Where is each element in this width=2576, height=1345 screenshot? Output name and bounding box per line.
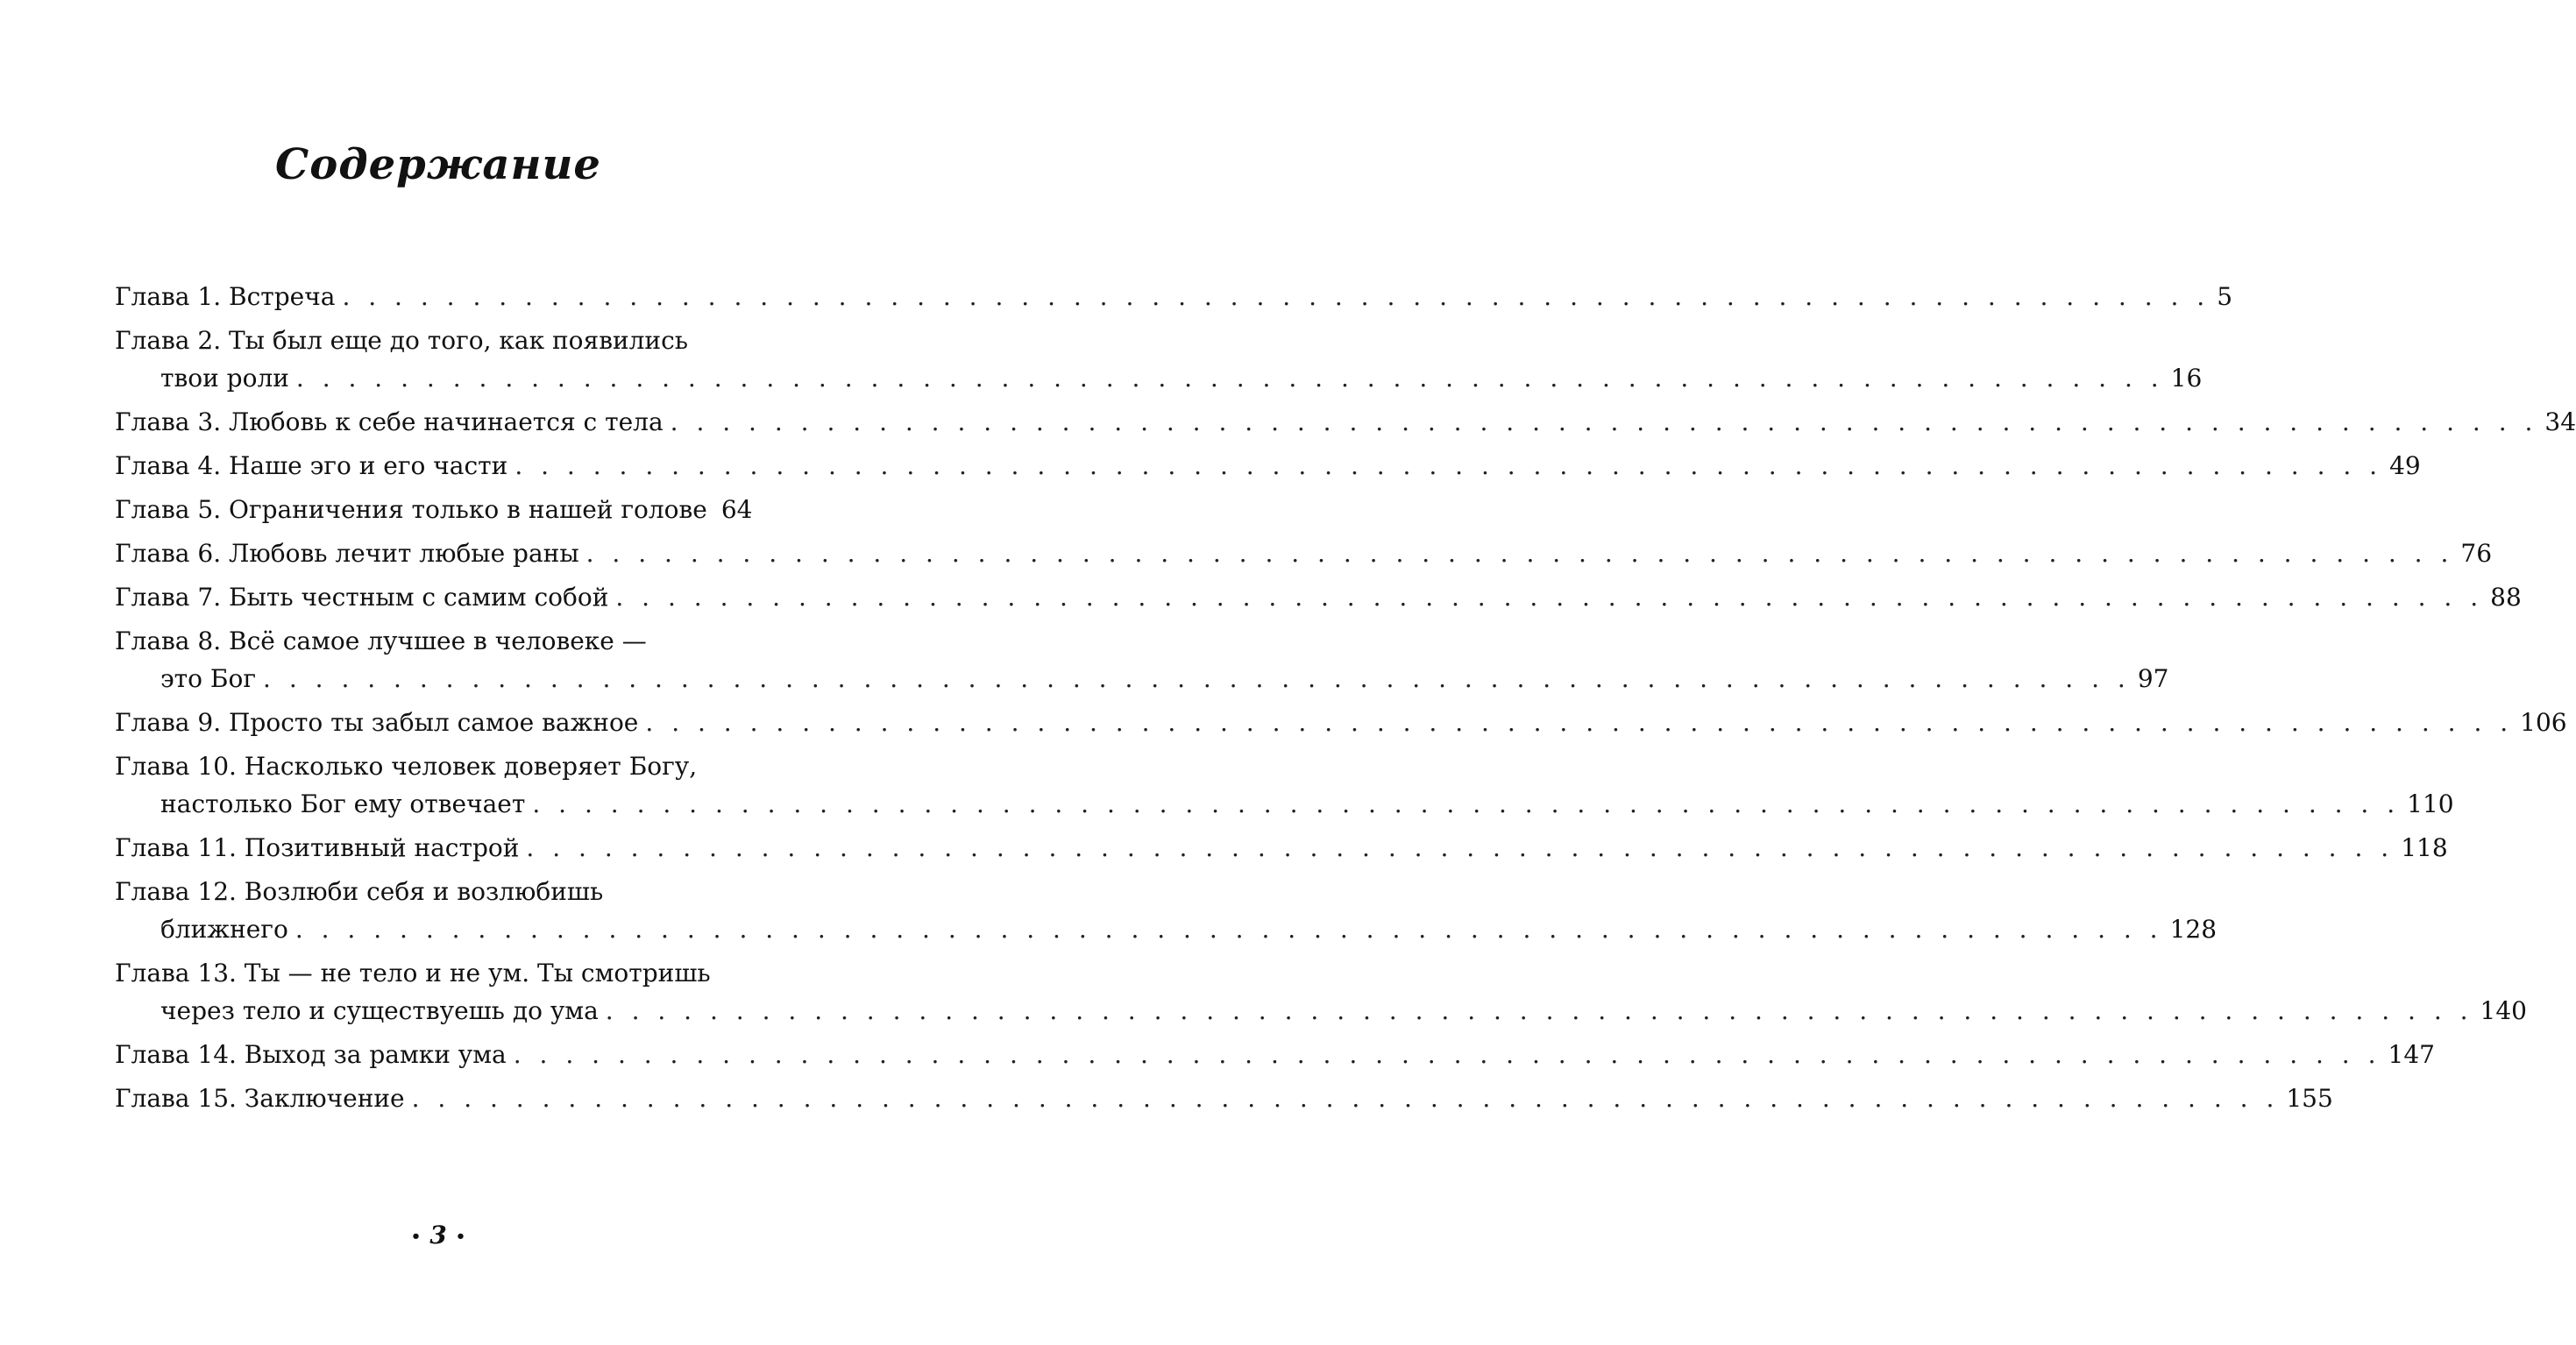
table-of-contents [115,278,2576,1123]
dot-leader: . . . . . . . . . . . . . . . . . . . . . . . . . . . . . . . . . . . . . . . . . . . . . . . . . . . . . . . . . . . . . . . . . . . . . . . . [263,664,2131,693]
toc-entry-title: Глава 9. Просто ты забыл самое важное [115,708,639,737]
toc-entry-page: 97 [2137,664,2169,693]
toc-entry-11[interactable] [115,829,2448,867]
dot-leader: . . . . . . . . . . . . . . . . . . . . . . . . . . . . . . . . . . . . . . . . . . . . . . . . . . . . . . . . . . . . . . . . . . . . . . . . [513,1040,2381,1069]
toc-entry-title: Глава 6. Любовь лечит любые раны [115,539,579,568]
toc-entry-title: Глава 13. Ты — не тело и не ум. Ты смотришь [115,959,711,988]
toc-entry-title-continuation: настолько Бог ему отвечает [160,789,526,818]
dot-leader: . . . . . . . . . . . . . . . . . . . . . . . . . . . . . . . . . . . . . . . . . . . . . . . . . . . . . . . . . . . . . . . . . . . . . . . . [295,915,2163,944]
toc-entry-page: 76 [2460,539,2493,568]
toc-entry-5[interactable] [115,491,753,528]
toc-entry-2[interactable] [115,322,2203,397]
toc-entry-title: Глава 8. Всё самое лучшее в человеке — [115,626,647,655]
toc-entry-title-continuation: это Бог [160,664,257,693]
toc-entry-title: Глава 14. Выход за рамки ума [115,1040,507,1069]
toc-entry-title: Глава 11. Позитивный настрой [115,833,520,862]
toc-entry-title: Глава 3. Любовь к себе начинается с тела [115,407,664,436]
toc-entry-title: Глава 15. Заключение [115,1084,405,1113]
bullet-icon: • [455,1228,466,1246]
toc-entry-8[interactable] [115,622,2169,697]
page-title: Содержание [275,140,601,189]
toc-entry-page: 155 [2286,1084,2333,1113]
toc-entry-12[interactable] [115,873,2218,948]
toc-entry-title: Глава 7. Быть честным с самим собой [115,583,609,612]
toc-entry-title-continuation: через тело и существуешь до ума [160,996,599,1025]
toc-entry-title-continuation: ближнего [160,915,288,944]
toc-entry-1[interactable] [115,278,2233,315]
dot-leader: . . . . . . . . . . . . . . . . . . . . . . . . . . . . . . . . . . . . . . . . . . . . . . . . . . . . . . . . . . . . . . . . . . . . . . . . [526,833,2395,862]
dot-leader: . . . . . . . . . . . . . . . . . . . . . . . . . . . . . . . . . . . . . . . . . . . . . . . . . . . . . . . . . . . . . . . . . . . . . . . . [645,708,2514,737]
toc-entry-3[interactable] [115,403,2576,441]
toc-entry-7[interactable] [115,578,2522,616]
toc-entry-page: 128 [2169,915,2218,944]
dot-leader: . . . . . . . . . . . . . . . . . . . . . . . . . . . . . . . . . . . . . . . . . . . . . . . . . . . . . . . . . . . . . . . . . . . . . . . . [514,451,2383,480]
toc-entry-title: Глава 10. Насколько человек доверяет Богу, [115,752,698,781]
toc-entry-page: 88 [2490,583,2522,612]
toc-entry-title: Глава 1. Встреча [115,282,336,311]
bullet-icon: • [410,1228,422,1246]
dot-leader: . . . . . . . . . . . . . . . . . . . . . . . . . . . . . . . . . . . . . . . . . . . . . . . . . . . . . . . . . . . . . . . . . . . . . . . . [605,996,2473,1025]
toc-entry-page: 147 [2388,1040,2435,1069]
toc-entry-title: Глава 5. Ограничения только в нашей голове [115,495,707,524]
dot-leader: . . . . . . . . . . . . . . . . . . . . . . . . . . . . . . . . . . . . . . . . . . . . . . . . . . . . . . . . . . . . . . . . . . . . . . . . [670,407,2538,436]
dot-leader: . . . . . . . . . . . . . . . . . . . . . . . . . . . . . . . . . . . . . . . . . . . . . . . . . . . . . . . . . . . . . . . . . . . . . . . . [532,789,2401,818]
page-number: 3 [429,1221,447,1249]
toc-entry-page: 34 [2544,407,2576,436]
toc-entry-page: 64 [720,495,753,524]
toc-entry-15[interactable] [115,1080,2333,1117]
toc-entry-page: 16 [2170,364,2203,393]
toc-entry-page: 110 [2407,789,2454,818]
toc-entry-title: Глава 4. Наше эго и его части [115,451,508,480]
toc-entry-page: 49 [2389,451,2421,480]
dot-leader: . . . . . . . . . . . . . . . . . . . . . . . . . . . . . . . . . . . . . . . . . . . . . . . . . . . . . . . . . . . . . . . . . . . . . . . . [411,1084,2280,1113]
toc-entry-page: 5 [2217,282,2233,311]
dot-leader: . . . . . . . . . . . . . . . . . . . . . . . . . . . . . . . . . . . . . . . . . . . . . . . . . . . . . . . . . . . . . . . . . . . . . . . . [295,364,2164,393]
toc-entry-title: Глава 12. Возлюби себя и возлюбишь [115,877,604,906]
toc-entry-10[interactable] [115,747,2454,823]
toc-entry-title: Глава 2. Ты был еще до того, как появились [115,326,689,355]
toc-entry-page: 106 [2520,708,2567,737]
toc-entry-4[interactable] [115,447,2421,485]
toc-entry-14[interactable] [115,1036,2435,1073]
toc-entry-page: 118 [2401,833,2448,862]
toc-entry-title-continuation: твои роли [160,364,289,393]
toc-entry-13[interactable] [115,954,2527,1030]
toc-entry-9[interactable] [115,704,2567,741]
toc-entry-6[interactable] [115,534,2493,572]
dot-leader: . . . . . . . . . . . . . . . . . . . . . . . . . . . . . . . . . . . . . . . . . . . . . . . . . . . . . . . . . . . . . . . . . . . . . . . . [342,282,2211,311]
toc-entry-page: 140 [2480,996,2527,1025]
dot-leader: . . . . . . . . . . . . . . . . . . . . . . . . . . . . . . . . . . . . . . . . . . . . . . . . . . . . . . . . . . . . . . . . . . . . . . . . [585,539,2454,568]
page-footer [0,1221,876,1249]
dot-leader: . . . . . . . . . . . . . . . . . . . . . . . . . . . . . . . . . . . . . . . . . . . . . . . . . . . . . . . . . . . . . . . . . . . . . . . . [615,583,2484,612]
